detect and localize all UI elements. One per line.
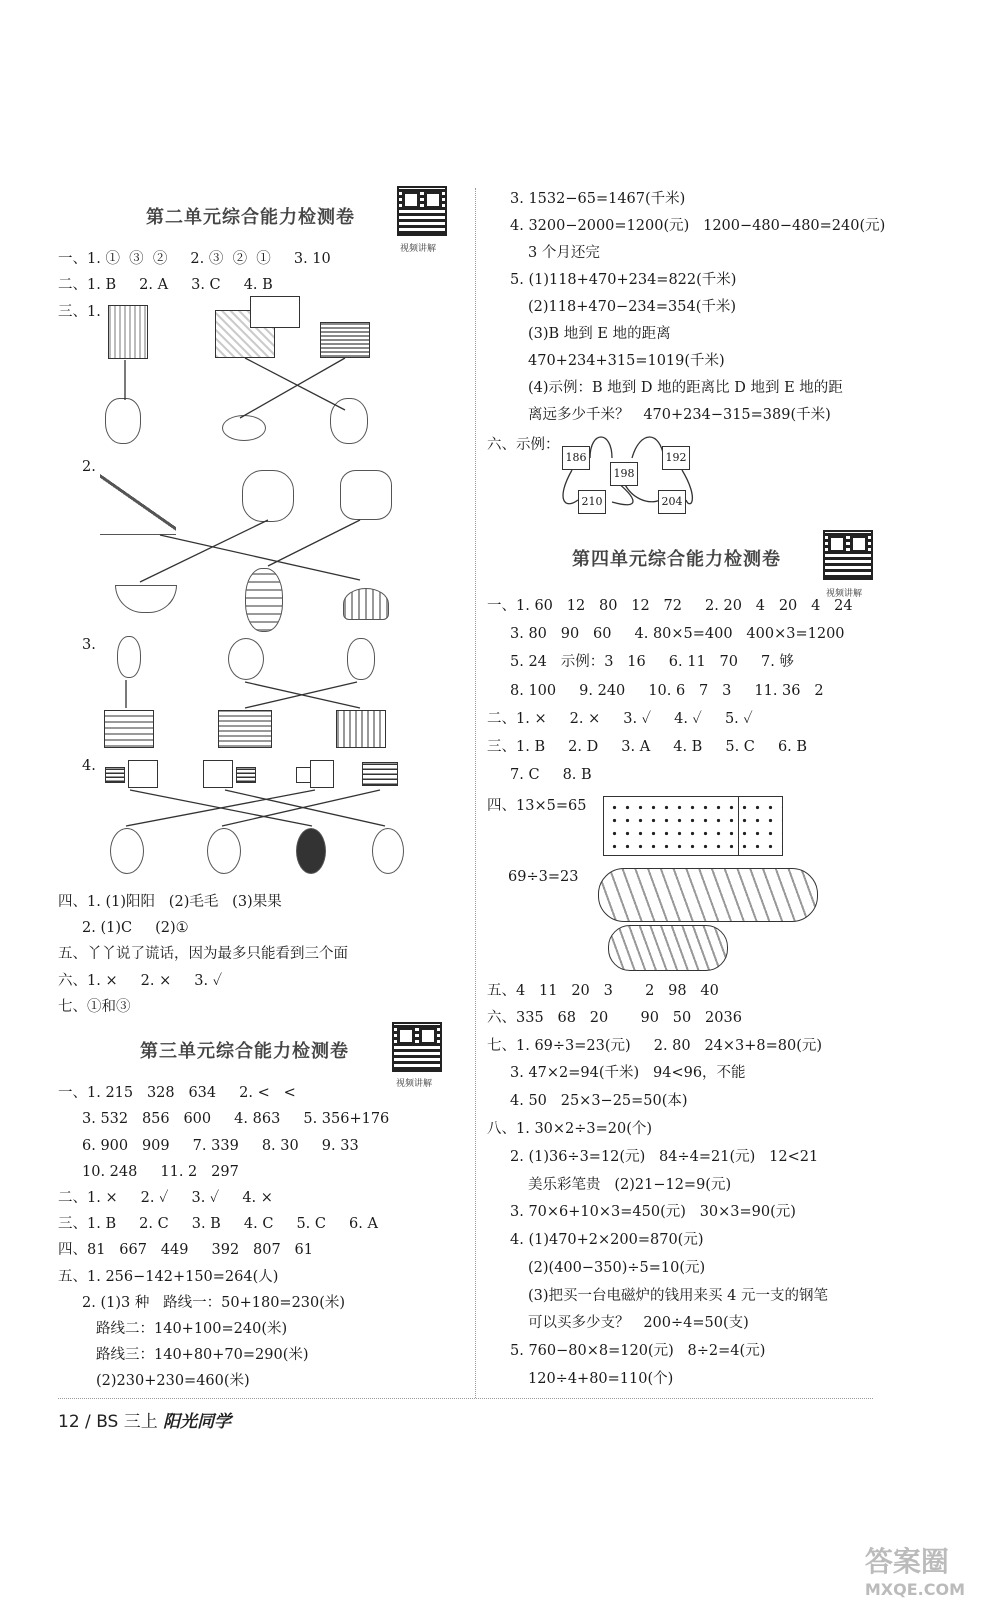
answer-line: 5. 24 示例：3 16 6. 11 70 7. 够 <box>510 654 794 670</box>
answer-line: 七、①和③ <box>58 999 131 1015</box>
answer-line: 二、1. × 2. ✓ 3. ✓ 4. × <box>58 1190 273 1206</box>
answer-line: 七、1. 69÷3=23(元) 2. 80 24×3+8=80(元) <box>487 1038 823 1054</box>
answer-line: 五、丫丫说了谎话，因为最多只能看到三个面 <box>58 946 348 962</box>
answer-line: 3. 80 90 60 4. 80×5=400 400×3=1200 <box>510 626 845 642</box>
unit4-title: 第四单元综合能力检测卷 <box>572 549 781 570</box>
answer-line: 离远多少千米？ 470+234−315=389(千米) <box>528 407 831 423</box>
answer-line: 120÷4+80=110(个) <box>528 1371 674 1387</box>
answer-line: (3)B 地到 E 地的距离 <box>528 326 671 342</box>
answer-line: 3. <box>82 637 96 653</box>
answer-line: 4. <box>82 758 96 774</box>
answer-line: 五、4 11 20 3 2 98 40 <box>487 983 719 999</box>
answer-line: 三、1. <box>58 304 101 320</box>
answer-line: (2)(400−350)÷5=10(元) <box>528 1260 706 1276</box>
answer-line: 六、335 68 20 90 50 2036 <box>487 1010 742 1026</box>
footer-rule <box>58 1398 873 1399</box>
answer-line: 69÷3=23 <box>508 869 579 885</box>
watermark <box>865 1540 965 1599</box>
answer-line: 3. 1532−65=1467(千米) <box>510 191 686 207</box>
edition-label: BS 三上 <box>96 1412 158 1432</box>
answer-line: 3. 532 856 600 4. 863 5. 356+176 <box>82 1111 390 1127</box>
answer-line: 3. 70×6+10×3=450(元) 30×3=90(元) <box>510 1204 796 1220</box>
qr-code-icon[interactable] <box>392 1022 442 1072</box>
diagram-box: 210 <box>578 490 606 514</box>
answer-line: 2. (1)C (2)① <box>82 920 189 936</box>
watermark-line1: 答案圈 <box>864 1545 949 1578</box>
answer-line: 一、1. ① ③ ② 2. ③ ② ① 3. 10 <box>58 251 331 267</box>
answer-line: 可以买多少支？ 200÷4=50(支) <box>528 1315 749 1331</box>
answer-line: 3 个月还完 <box>528 245 600 261</box>
answer-line: 一、1. 215 328 634 2. < < <box>58 1085 296 1101</box>
answer-line: 470+234+315=1019(千米) <box>528 353 725 369</box>
answer-line: 四、1. (1)阳阳 (2)毛毛 (3)果果 <box>58 894 282 910</box>
qr-label: 视频讲解 <box>400 244 437 254</box>
watermark-line2: MXQE.COM <box>864 1580 965 1599</box>
answer-line: 五、1. 256−142+150=264(人) <box>58 1269 279 1285</box>
answer-line: 三、1. B 2. D 3. A 4. B 5. C 6. B <box>487 739 808 755</box>
answer-line: 六、1. × 2. × 3. ✓ <box>58 973 223 989</box>
page-number: 12 <box>58 1412 80 1432</box>
qr-label: 视频讲解 <box>826 589 863 599</box>
diagram-box: 198 <box>610 462 638 486</box>
stick-bundles-group <box>608 925 728 971</box>
answer-line: 六、示例： <box>487 437 560 453</box>
answer-line: 2. (1)3 种 路线一：50+180=230(米) <box>82 1295 346 1311</box>
answer-line: 路线三：140+80+70=290(米) <box>96 1347 309 1363</box>
unit3-title: 第三单元综合能力检测卷 <box>140 1041 349 1062</box>
answer-line: 5. 760−80×8=120(元) 8÷2=4(元) <box>510 1343 766 1359</box>
answer-line: (4)示例：B 地到 D 地的距离比 D 地到 E 地的距 <box>528 380 843 396</box>
answer-line: 5. (1)118+470+234=822(千米) <box>510 272 737 288</box>
answer-line: 三、1. B 2. C 3. B 4. C 5. C 6. A <box>58 1216 378 1232</box>
answer-line: 一、1. 60 12 80 12 72 2. 20 4 20 4 24 <box>487 598 853 614</box>
answer-line: 4. 3200−2000=1200(元) 1200−480−480=240(元) <box>510 218 886 234</box>
answer-line: 美乐彩笔贵 (2)21−12=9(元) <box>528 1177 732 1193</box>
answer-line: 二、1. B 2. A 3. C 4. B <box>58 277 273 293</box>
answer-line: 4. 50 25×3−25=50(本) <box>510 1093 688 1109</box>
stick-bundles-group <box>598 868 818 922</box>
qr-code-icon[interactable] <box>823 530 873 580</box>
answer-line: (2)230+230=460(米) <box>96 1373 250 1389</box>
answer-line: 4. (1)470+2×200=870(元) <box>510 1232 704 1248</box>
dot-grid <box>603 796 783 856</box>
answer-line: 四、81 667 449 392 807 61 <box>58 1242 313 1258</box>
dot-grid-divider <box>738 796 739 856</box>
brand-logo: 阳光同学 <box>163 1412 232 1432</box>
diagram-box: 192 <box>662 446 690 470</box>
answer-line: 7. C 8. B <box>510 767 592 783</box>
column-divider <box>475 188 476 1398</box>
answer-line: 二、1. × 2. × 3. ✓ 4. ✓ 5. ✓ <box>487 711 753 727</box>
diagram-box: 186 <box>562 446 590 470</box>
answer-line: 四、13×5=65 <box>487 798 587 814</box>
unit2-title: 第二单元综合能力检测卷 <box>146 207 355 228</box>
answer-line: 6. 900 909 7. 339 8. 30 9. 33 <box>82 1138 359 1154</box>
answer-line: (3)把买一台电磁炉的钱用来买 4 元一支的钢笔 <box>528 1288 828 1304</box>
answer-line: 路线二：140+100=240(米) <box>96 1321 288 1337</box>
answer-line: 2. (1)36÷3=12(元) 84÷4=21(元) 12<21 <box>510 1149 819 1165</box>
answer-line: 8. 100 9. 240 10. 6 7 3 11. 36 2 <box>510 683 824 699</box>
answer-line: (2)118+470−234=354(千米) <box>528 299 737 315</box>
diagram-box: 204 <box>658 490 686 514</box>
qr-label: 视频讲解 <box>396 1079 433 1089</box>
answer-line: 3. 47×2=94(千米) 94<96，不能 <box>510 1065 746 1081</box>
answer-line: 八、1. 30×2÷3=20(个) <box>487 1121 653 1137</box>
answer-line: 2. <box>82 459 96 475</box>
page-footer: 12 / BS 三上 阳光同学 <box>58 1412 232 1432</box>
answer-line: 10. 248 11. 2 297 <box>82 1164 239 1180</box>
